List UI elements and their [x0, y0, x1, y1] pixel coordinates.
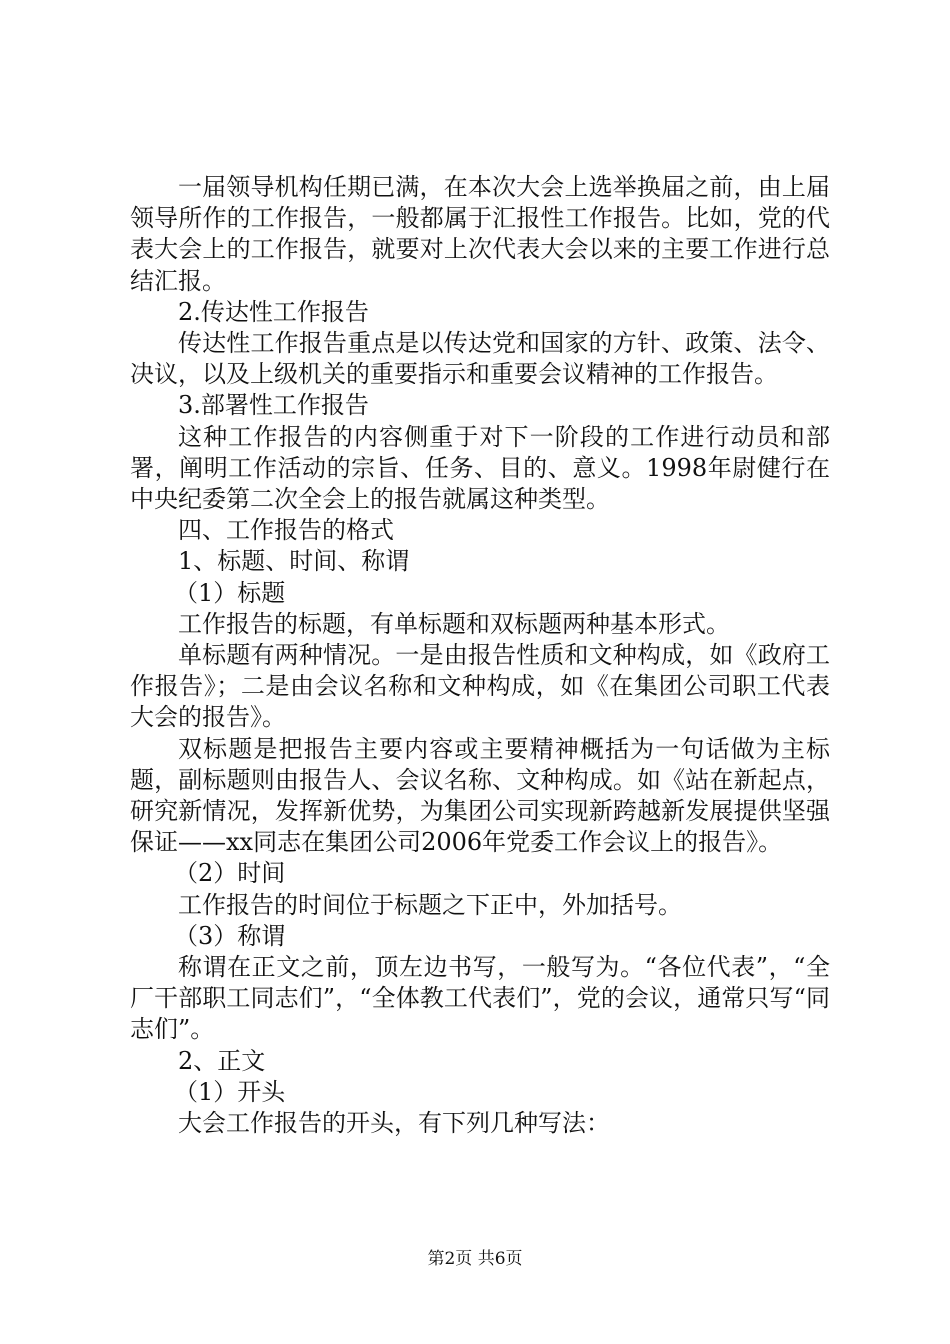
heading-address: （3）称谓 — [174, 921, 286, 950]
heading-deployment-report: 3.部署性工作报告 — [178, 391, 369, 420]
paragraph-deployment-report: 这种工作报告的内容侧重于对下一阶段的工作进行动员和部署，阐明工作活动的宗旨、任务、目的、意义。1998年尉健行在中央纪委第二次全会上的报告就属这种类型。 — [130, 422, 830, 514]
paragraph-intro-reporting: 一届领导机构任期已满，在本次大会上选举换届之前，由上届领导所作的工作报告，一般都属于汇报性工作报告。比如，党的代表大会上的工作报告，就要对上次代表大会以来的主要工作进行总结汇报。 — [130, 173, 830, 295]
page-number-footer: 第2页 共6页 — [427, 1249, 523, 1269]
heading-conveying-report: 2.传达性工作报告 — [178, 297, 369, 326]
paragraph-time: 工作报告的时间位于标题之下正中，外加括号。 — [178, 890, 682, 919]
paragraph-title-forms: 工作报告的标题，有单标题和双标题两种基本形式。 — [178, 609, 730, 638]
heading-main-text: 2、正文 — [178, 1046, 266, 1075]
paragraph-opening: 大会工作报告的开头，有下列几种写法： — [178, 1109, 610, 1138]
document-body — [130, 172, 830, 1139]
heading-opening: （1）开头 — [174, 1077, 286, 1106]
paragraph-conveying-report: 传达性工作报告重点是以传达党和国家的方针、政策、法令、决议，以及上级机关的重要指示和重要会议精神的工作报告。 — [130, 329, 830, 389]
heading-title-time-address: 1、标题、时间、称谓 — [178, 547, 410, 576]
heading-time: （2）时间 — [174, 859, 286, 888]
paragraph-double-title: 双标题是把报告主要内容或主要精神概括为一句话做为主标题，副标题则由报告人、会议名称、文种构成。如《站在新起点，研究新情况，发挥新优势，为集团公司实现新跨越新发展提供坚强保证——xx同志在集团公司2006年党委工作会议上的报告》。 — [130, 734, 830, 857]
paragraph-single-title: 单标题有两种情况。一是由报告性质和文种构成，如《政府工作报告》；二是由会议名称和文种构成，如《在集团公司职工代表大会的报告》。 — [130, 641, 830, 732]
heading-report-format: 四、工作报告的格式 — [178, 516, 394, 545]
paragraph-address: 称谓在正文之前，顶左边书写，一般写为。“各位代表”，“全厂干部职工同志们”，“全体教工代表们”，党的会议，通常只写“同志们”。 — [130, 953, 830, 1044]
heading-title: （1）标题 — [174, 578, 286, 607]
